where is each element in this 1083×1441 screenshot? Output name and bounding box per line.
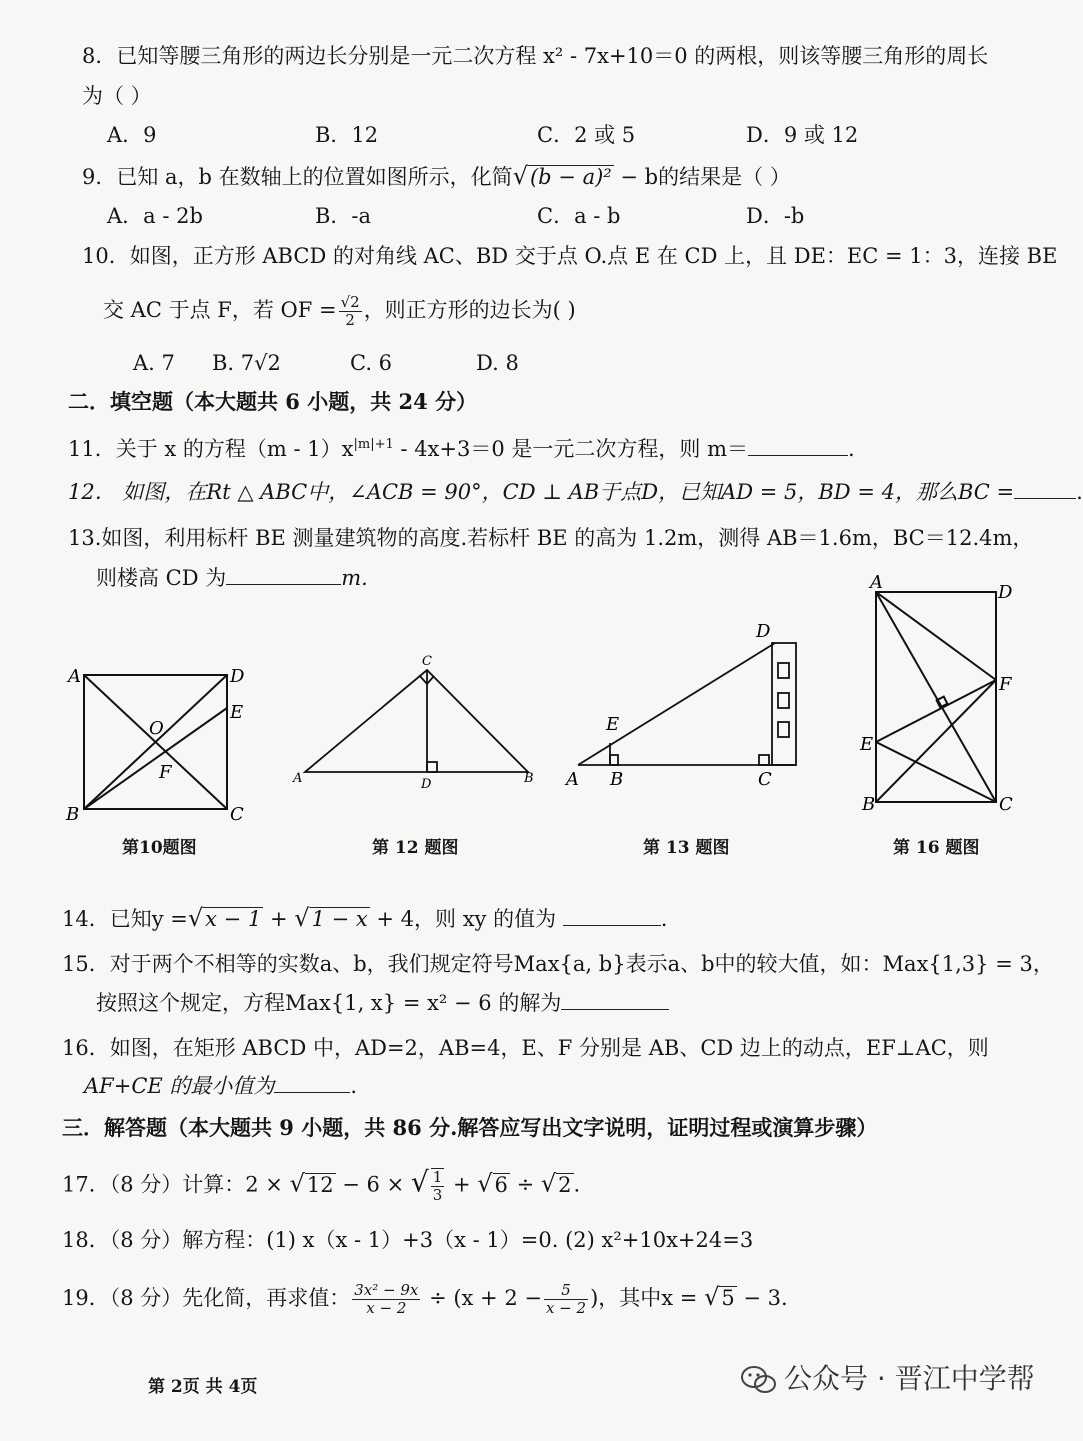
- q16-stem: 16．如图，在矩形 ABCD 中，AD=2，AB=4，E、F 分别是 AB、CD 边上的动点，EF⊥AC，则: [62, 1036, 989, 1060]
- figure-10: [62, 660, 252, 825]
- q16-stem-cont: AF+CE 的最小值为 .: [84, 1074, 358, 1098]
- watermark: [740, 1357, 1035, 1397]
- fig13-label-a: A: [566, 769, 579, 790]
- q8-stem: 8．已知等腰三角形的两边长分别是一元二次方程 x² - 7x+10＝0 的两根，则该等腰三角形的周长: [82, 44, 989, 68]
- q10-fraction: $\frac{√2}{2}$: [340, 293, 360, 329]
- q14: 14．已知y =√x − 1 + √1 − x + 4，则 xy 的值为 .: [62, 904, 668, 932]
- q9-stem-a: 9．已知 a，b 在数轴上的位置如图所示，化简: [82, 165, 513, 189]
- fig16-label-b: B: [862, 794, 876, 815]
- q15-answer-blank[interactable]: [561, 989, 669, 1010]
- q17: 17．（8 分）计算：2 × √12 − 6 × √ $\frac{1}{3}$ + √6 ÷ √2.: [62, 1165, 581, 1204]
- figure-12: [290, 650, 545, 800]
- q9-option-b: B．-a: [315, 204, 372, 228]
- q8-stem-cont: 为（ ）: [82, 84, 152, 108]
- q18: 18．（8 分）解方程：(1) x（x - 1）+3（x - 1）=0. (2) x²+10x+24=3: [62, 1228, 754, 1252]
- fig16-label-a: A: [870, 572, 883, 593]
- q15-stem-cont: 按照这个规定，方程Max{1, x} = x² − 6 的解为: [96, 989, 669, 1017]
- caption-fig12: 第 12 题图: [372, 838, 459, 858]
- q9-stem-b: − b的结果是（ ）: [613, 165, 791, 189]
- q9-radicand: (b − a)²: [529, 165, 612, 189]
- q8-option-a: A．9: [107, 123, 157, 147]
- section-2-heading: 二．填空题（本大题共 6 小题，共 24 分）: [68, 389, 478, 414]
- fig12-label-a: A: [293, 771, 303, 786]
- q10-stem2-b: ，则正方形的边长为( ): [363, 298, 576, 322]
- fig12-label-b: B: [524, 771, 534, 786]
- q15-stem: 15．对于两个不相等的实数a、b，我们规定符号Max{a, b}表示a、b中的较大值，如：Max{1,3} = 3，: [62, 952, 1054, 976]
- q10-stem: 10．如图，正方形 ABCD 的对角线 AC、BD 交于点 O.点 E 在 CD 上，且 DE：EC = 1：3，连接 BE: [82, 244, 1058, 268]
- fig13-label-b: B: [610, 769, 624, 790]
- fig10-label-o: O: [149, 718, 164, 739]
- caption-fig16: 第 16 题图: [893, 838, 980, 858]
- fig12-label-d: D: [421, 777, 432, 792]
- q9-option-a: A．a - 2b: [107, 204, 203, 228]
- q13-stem: 13.如图，利用标杆 BE 测量建筑物的高度.若标杆 BE 的高为 1.2m，测得 AB＝1.6m，BC＝12.4m，: [68, 526, 1034, 550]
- fig16-label-c: C: [999, 794, 1013, 815]
- q8-option-b: B．12: [315, 123, 379, 147]
- fig16-label-f: F: [999, 674, 1012, 695]
- section-3-heading: 三．解答题（本大题共 9 小题，共 86 分.解答应写出文字说明，证明过程或演算步骤）: [62, 1115, 878, 1140]
- q9-option-c: C．a - b: [537, 204, 621, 228]
- fig12-label-c: C: [422, 654, 432, 669]
- caption-fig10: 第10题图: [122, 838, 197, 858]
- q10-option-b: B. 7√2: [212, 351, 281, 375]
- q13-stem-cont: 则楼高 CD 为 m.: [96, 566, 368, 590]
- fig10-label-d: D: [230, 666, 245, 687]
- q10-option-d: D. 8: [476, 351, 519, 375]
- figure-16: [858, 572, 1023, 814]
- fig10-label-f: F: [159, 762, 172, 783]
- q10-option-c: C. 6: [350, 351, 393, 375]
- q9-stem: 9．已知 a，b 在数轴上的位置如图所示，化简√(b − a)² − b的结果是（ ）: [82, 162, 791, 190]
- watermark-text: 公众号 · 晋江中学帮: [784, 1362, 1035, 1395]
- fig10-label-e: E: [230, 702, 244, 723]
- q10-stem2-a: 交 AC 于点 F，若 OF =: [103, 298, 337, 322]
- fig13-label-e: E: [606, 714, 620, 735]
- q14-answer-blank[interactable]: [563, 905, 661, 926]
- caption-fig13: 第 13 题图: [643, 838, 730, 858]
- q13-answer-blank[interactable]: [226, 564, 341, 585]
- q11-answer-blank[interactable]: [748, 435, 848, 456]
- q16-answer-blank[interactable]: [274, 1072, 350, 1093]
- fig13-label-d: D: [756, 621, 771, 642]
- q19: 19．（8 分）先化简，再求值： $\frac{\text{3x² − 9x}}{x - 2}$ ÷ (x + 2 − $\frac{5}{x - 2}$ )，其中x = √5 − 3.: [62, 1281, 788, 1317]
- q11: 11．关于 x 的方程$(m - 1)x^{|m|+1} - 4x+3=0$ 是一元二次方程，则 m＝ .: [68, 437, 855, 461]
- q10-stem-cont: [103, 294, 576, 329]
- q10-option-a: A. 7: [133, 351, 175, 375]
- fig13-label-c: C: [758, 769, 772, 790]
- q9-option-d: D．-b: [746, 204, 805, 228]
- fig10-label-a: A: [68, 666, 81, 687]
- fig10-label-b: B: [66, 804, 80, 825]
- q12: 12． 如图，在Rt △ ABC中，∠ACB = 90°，CD ⊥ AB于点D，已知AD = 5，BD = 4，那么BC = .: [68, 480, 1083, 504]
- fig16-label-d: D: [998, 582, 1013, 603]
- figure-13: [560, 615, 820, 795]
- q8-option-d: D．9 或 12: [746, 123, 859, 147]
- fig16-label-e: E: [860, 734, 874, 755]
- wechat-icon: [740, 1365, 778, 1395]
- page-footer: 第 2页 共 4页: [148, 1377, 258, 1397]
- fig10-label-c: C: [230, 804, 244, 825]
- q12-answer-blank[interactable]: [1014, 478, 1076, 499]
- q8-option-c: C．2 或 5: [537, 123, 636, 147]
